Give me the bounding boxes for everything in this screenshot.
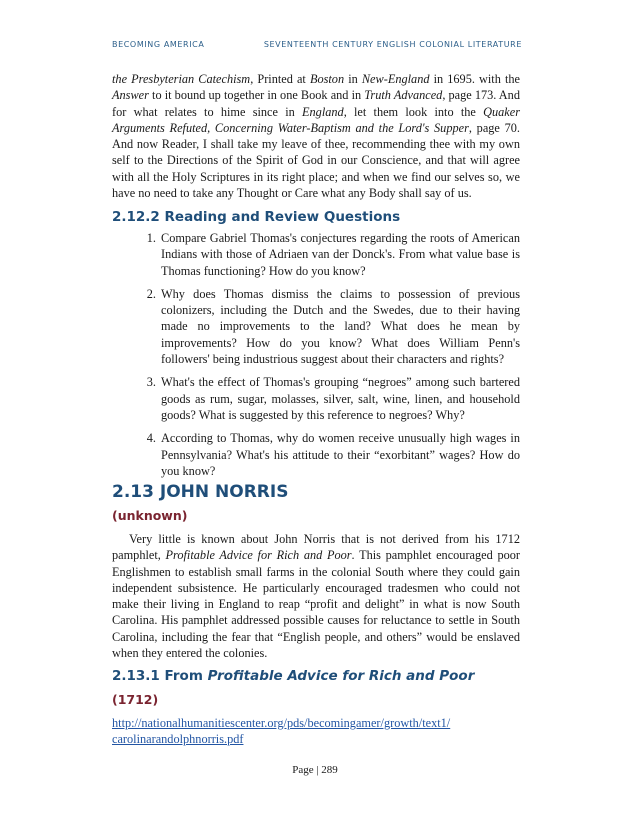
excerpt-year: (1712)	[112, 692, 159, 707]
excerpt-heading	[112, 668, 474, 684]
page-number: Page | 289	[292, 764, 338, 776]
section-heading-john-norris: 2.13 JOHN NORRIS	[112, 482, 289, 502]
intro-text: , let them look into the	[343, 104, 484, 119]
bio-text: Very little is known about John Norris that is not derived from his 1712 pamphlet,	[112, 532, 520, 563]
catechism-title: the Presbyterian Catechism	[112, 72, 251, 86]
header-book-title: BECOMING AMERICA	[112, 40, 205, 49]
answer-title: Answer	[112, 88, 149, 103]
intro-text: to it bound up together in one Book and in	[148, 88, 365, 103]
place-new-england: New-England	[361, 72, 430, 86]
question-item: 3. What's the effect of Thomas's grouping “negroes” among such bartered goods as rum, sugar, molasses, silver, salt, wine, linen, and household goods? What is suggested by this reference to negroes? Why?	[159, 374, 520, 423]
excerpt-heading-prefix: 2.13.1 From	[112, 668, 208, 684]
truth-advanced-title: Truth Advanced	[364, 88, 443, 103]
place-boston: Boston	[309, 72, 345, 86]
intro-text: in 1695. with the	[429, 72, 520, 86]
norris-bio-paragraph	[112, 531, 520, 661]
running-header	[112, 40, 522, 49]
intro-text: , page 70. And now Reader, I shall take my leave of thee, recommending thee with my own self to the Directions of the Spirit of God in our Conscience, and that will agree with all the Holy Scriptures in its right place; and when we find our selves so, we have no need to take any Thought or Care what any Body shall say of us.	[112, 120, 520, 201]
intro-text: , page 173. And for what relates to hime since in	[112, 88, 520, 119]
header-section-title: SEVENTEENTH CENTURY ENGLISH COLONIAL LITERATURE	[263, 40, 522, 49]
bio-text: . This pamphlet encouraged poor Englishmen to establish small farms in the colonial South where they could gain independent subsistence. He particularly encouraged tradesmen who could not make their living in England to reap “profit and delight” in what is now South Carolina. His pamphlet addressed possible causes for reluctance to settle in South Carolina, including the fear that “English people, and others” would be enslaved when they entered the colonies.	[112, 548, 520, 661]
source-link-line-1[interactable]: http://nationalhumanitiescenter.org/pds/becomingamer/growth/text1/	[112, 716, 451, 730]
intro-text: in	[344, 72, 362, 86]
author-dates: (unknown)	[112, 508, 188, 523]
question-item: 2. Why does Thomas dismiss the claims to possession of previous colonizers, including the Dutch and the Swedes, due to their having made no improvements to the land? What does he mean by improvements? How do you know? What does William Penn's followers' being industrious suggest about their characters and rights?	[159, 286, 520, 367]
review-questions-heading: 2.12.2 Reading and Review Questions	[112, 209, 401, 225]
source-link-paragraph	[112, 715, 520, 748]
question-item: 1. Compare Gabriel Thomas's conjectures regarding the roots of American Indians with those of Adriaen van der Donck's. From what value base is Thomas functioning? How do you know?	[159, 230, 520, 279]
source-link-line-2[interactable]: carolinarandolphnorris.pdf	[112, 732, 244, 747]
quaker-arguments-title: Quaker Arguments Refuted, Concerning Water-Baptism and the Lord's Supper	[112, 104, 520, 135]
pamphlet-title: Profitable Advice for Rich and Poor	[165, 548, 352, 563]
intro-text: , Printed at	[250, 72, 310, 86]
question-item: 4. According to Thomas, why do women receive unusually high wages in Pennsylvania? What's his attitude to their “exorbitant” wages? How do you know?	[159, 430, 520, 479]
place-england: England	[302, 104, 344, 119]
review-questions-list	[112, 230, 520, 486]
intro-paragraph	[112, 71, 520, 201]
excerpt-heading-title: Profitable Advice for Rich and Poor	[207, 668, 475, 684]
source-link[interactable]	[112, 716, 450, 746]
